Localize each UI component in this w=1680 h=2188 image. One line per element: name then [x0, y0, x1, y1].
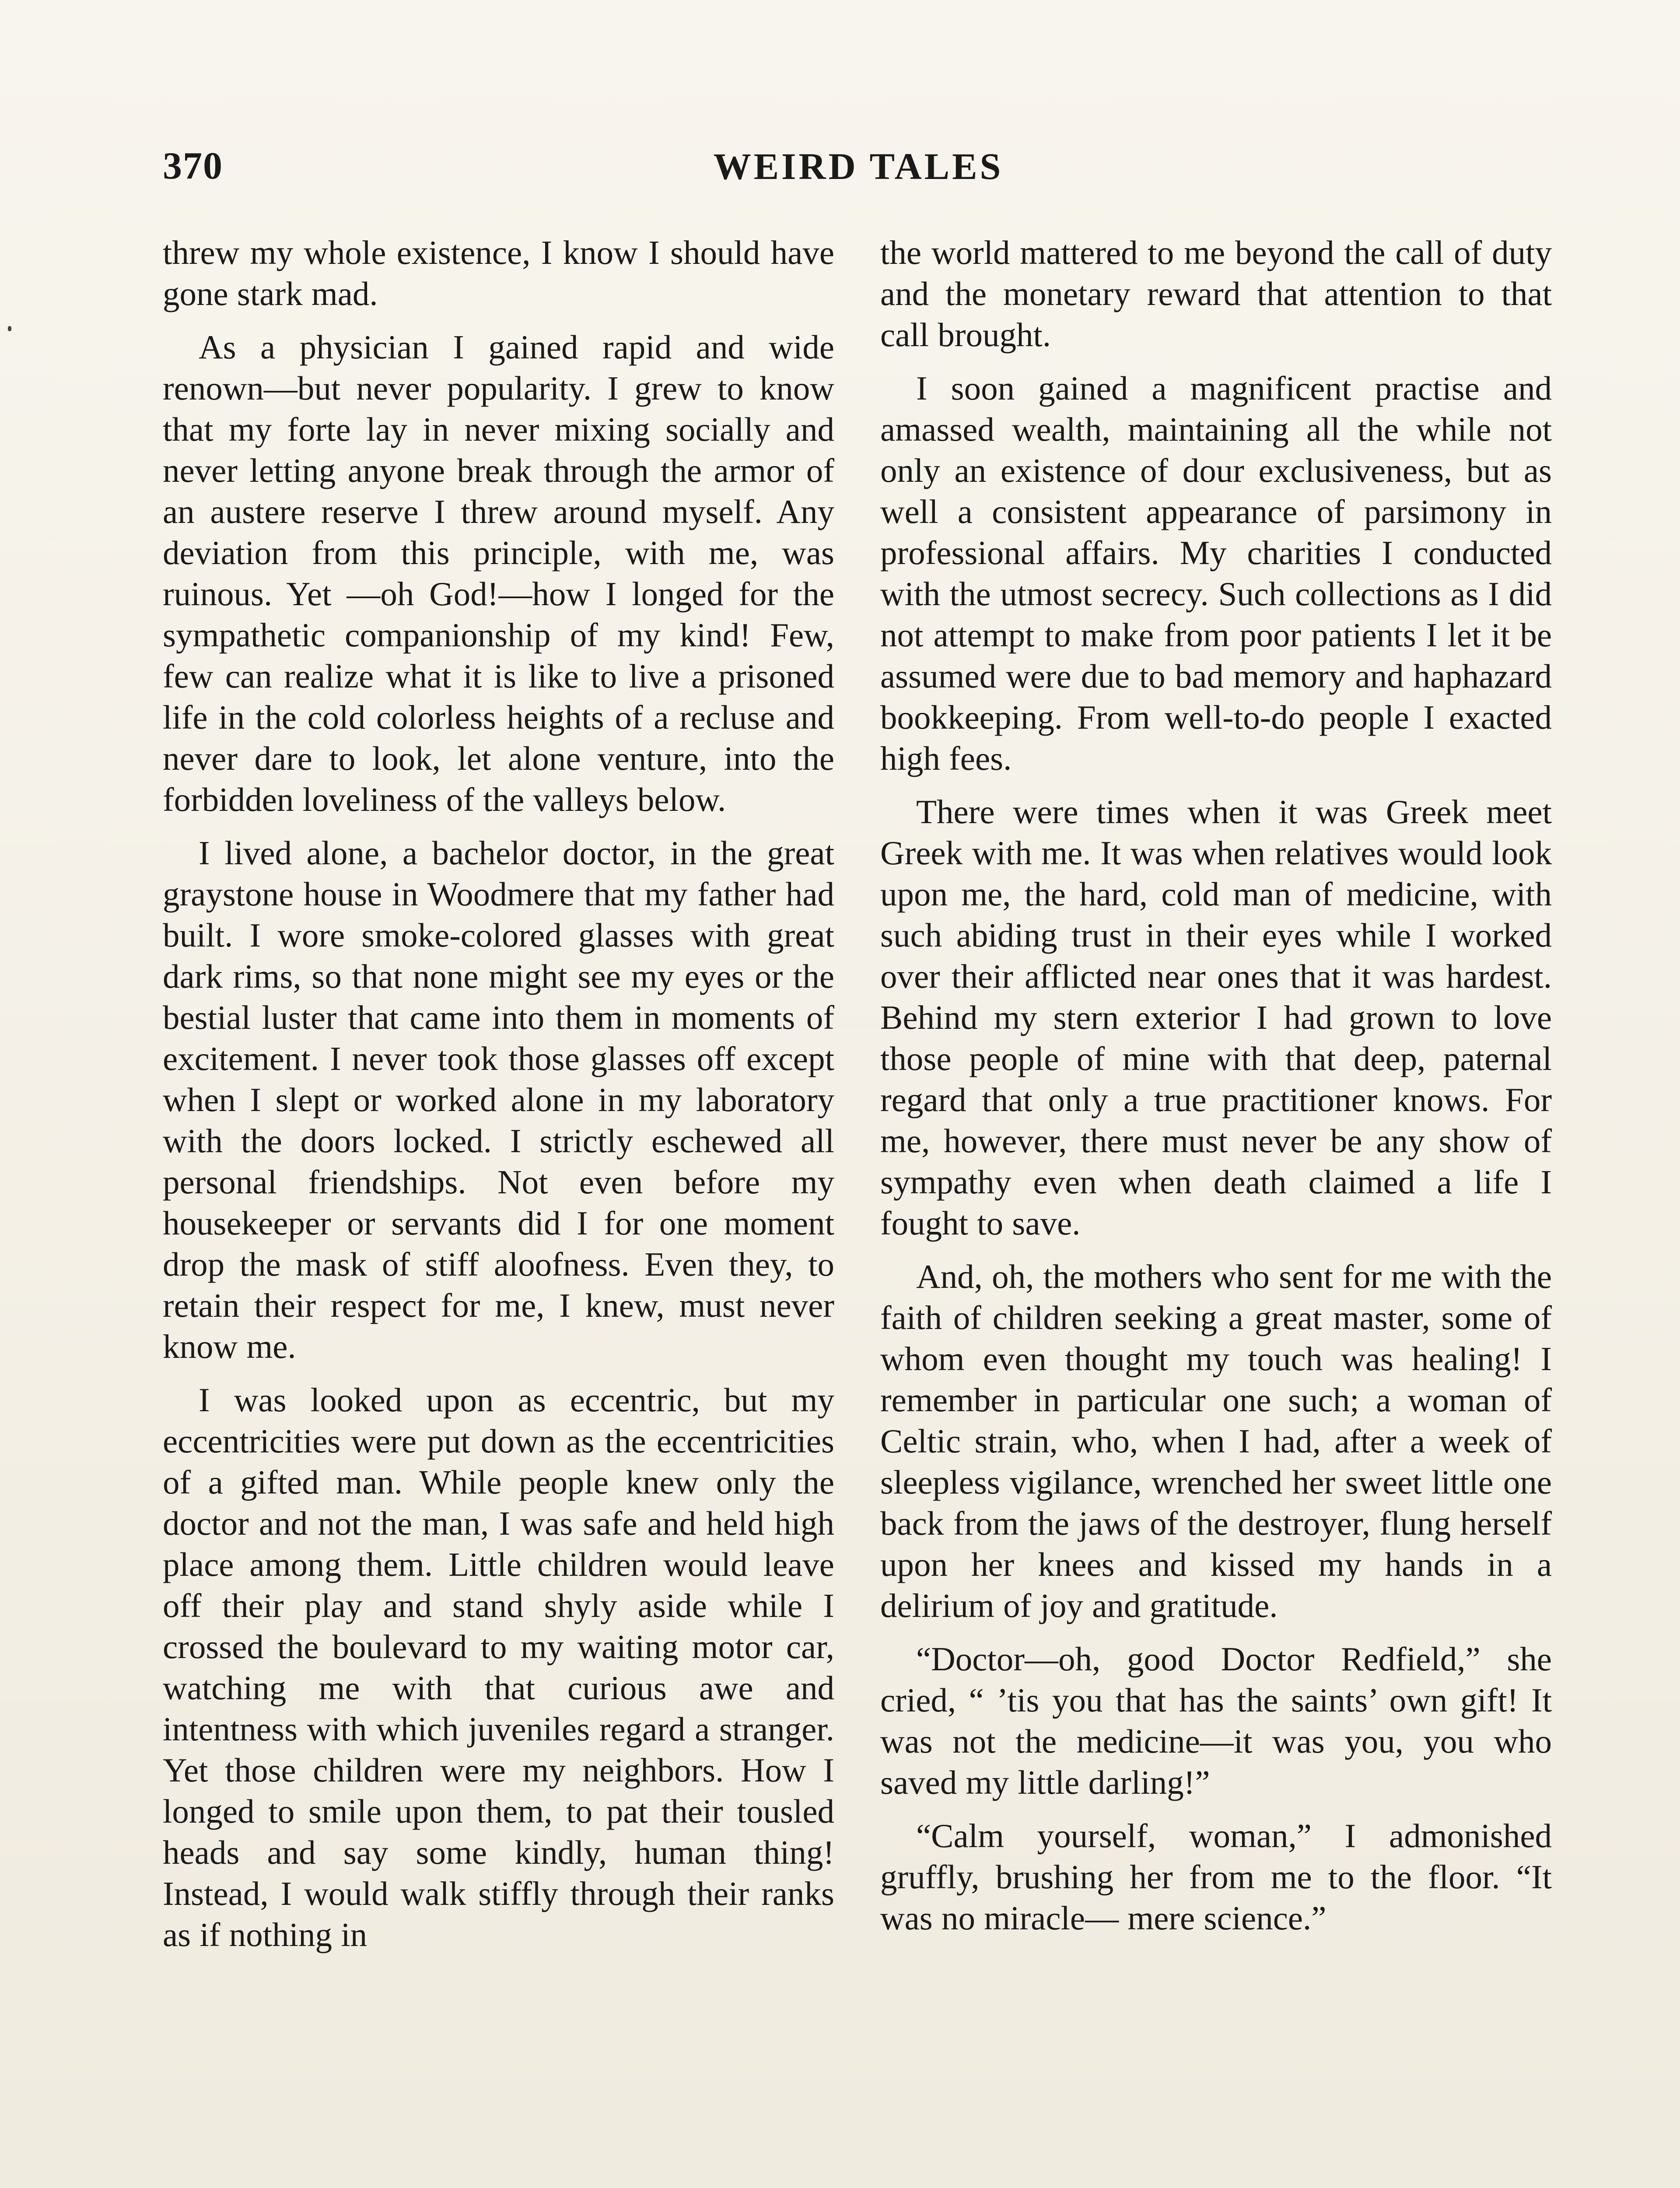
page-header	[163, 140, 1554, 193]
page-number: 370	[163, 145, 223, 187]
left-paragraph-3: I lived alone, a bachelor doctor, in the great graystone house in Woodmere that my father had built. I wore smoke-colored glasses with great dark rims, so that none might see my eyes or the bestial luster that came into them in moments of excitement. I never took those glasses off except when I slept or worked alone in my laboratory with the doors locked. I strictly eschewed all personal friendships. Not even before my housekeeper or servants did I for one moment drop the mask of stiff aloofness. Even they, to retain their respect for me, I knew, must never know me.	[163, 834, 834, 1365]
left-paragraph-2: As a physician I gained rapid and wide renown—but never popularity. I grew to know that my forte lay in never mixing socially and never letting anyone break through the armor of an austere reserve I threw around myself. Any deviation from this principle, with me, was ruinous. Yet —oh God!—how I longed for the sympathetic companionship of my kind! Few, few can realize what it is like to live a prisoned life in the cold colorless heights of a recluse and never dare to look, let alone venture, into the forbidden loveliness of the valleys below.	[163, 328, 834, 818]
right-paragraph-2: I soon gained a magnificent practise and amassed wealth, maintaining all the while not only an existence of dour exclusiveness, but as well a consistent appearance of parsimony in professional affairs. My charities I conducted with the utmost secrecy. Such collections as I did not attempt to make from poor patients I let it be assumed were due to bad memory and haphazard bookkeeping. From well-to-do people I exacted high fees.	[880, 369, 1552, 777]
right-paragraph-1: the world mattered to me beyond the call of duty and the monetary reward that attention to that call brought.	[880, 234, 1552, 354]
right-paragraph-4: And, oh, the mothers who sent for me with the faith of children seeking a great master, some of whom even thought my touch was healing! I remember in particular one such; a woman of Celtic strain, who, when I had, after a week of sleepless vigilance, wrenched her sweet little one back from the jaws of the destroyer, flung herself upon her knees and kissed my hands in a delirium of joy and gratitude.	[880, 1258, 1552, 1624]
right-paragraph-5: “Doctor—oh, good Doctor Redfield,” she cried, “ ’tis you that has the saints’ own gift! It was not the medicine—it was you, you who saved my little darling!”	[880, 1640, 1552, 1801]
left-column	[163, 232, 834, 2188]
right-column	[880, 232, 1552, 2188]
left-paragraph-4: I was looked upon as eccentric, but my eccentricities were put down as the eccentricities of a gifted man. While people knew only the doctor and not the man, I was safe and held high place among them. Little children would leave off their play and stand shyly aside while I crossed the boulevard to my waiting motor car, watching me with that curious awe and intentness with which juveniles regard a stranger. Yet those children were my neighbors. How I longed to smile upon them, to pat their tousled heads and say some kindly, human thing! Instead, I would walk stiffly through their ranks as if nothing in	[163, 1381, 834, 1953]
left-paragraph-1: threw my whole existence, I know I should have gone stark mad.	[163, 234, 834, 312]
right-paragraph-6: “Calm yourself, woman,” I admonished gruffly, brushing her from me to the floor. “It was no miracle— mere science.”	[880, 1817, 1552, 1937]
edge-mark	[8, 326, 11, 331]
right-paragraph-3: There were times when it was Greek meet Greek with me. It was when relatives would look upon me, the hard, cold man of medicine, with such abiding trust in their eyes while I worked over their afflicted near ones that it was hardest. Behind my stern exterior I had grown to love those people of mine with that deep, paternal regard that only a true practitioner knows. For me, however, there must never be any show of sympathy even when death claimed a life I fought to save.	[880, 793, 1552, 1242]
running-head: WEIRD TALES	[713, 145, 1004, 187]
